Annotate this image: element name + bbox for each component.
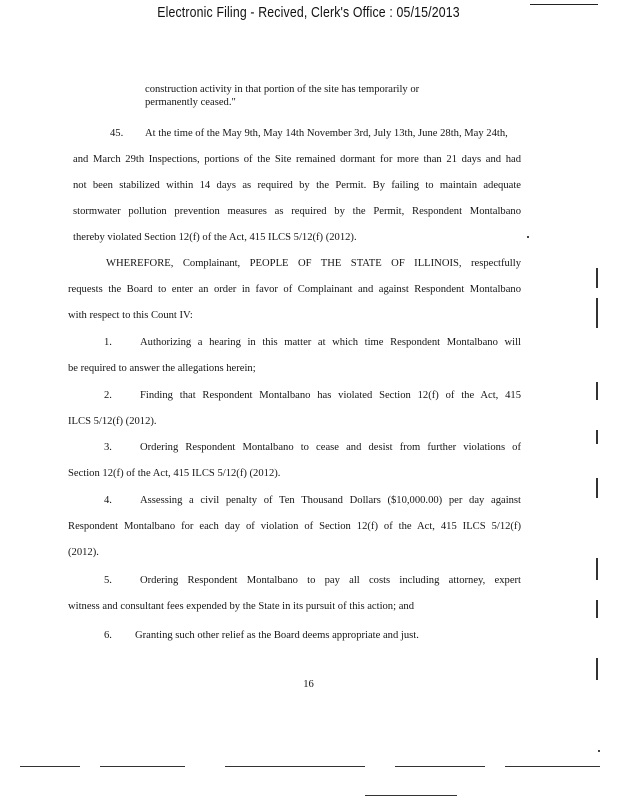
item-number: 1. bbox=[104, 337, 112, 348]
body-line: construction activity in that portion of the site has temporarily or bbox=[145, 84, 420, 95]
electronic-filing-header: Electronic Filing - Recived, Clerk's Office : 05/15/2013 bbox=[157, 4, 460, 21]
scan-mark bbox=[596, 558, 598, 580]
body-line: with respect to this Count IV: bbox=[68, 310, 193, 321]
scan-rule bbox=[100, 766, 185, 767]
body-line: Ordering Respondent Montalbano to pay all costs including attorney, expert bbox=[140, 575, 521, 586]
body-line: Respondent Montalbano for each day of violation of Section 12(f) of the Act, 415 ILCS 5/12(f) bbox=[68, 521, 521, 532]
body-line: not been stabilized within 14 days as required by the Permit. By failing to maintain adequate bbox=[73, 180, 521, 191]
body-line: Section 12(f) of the Act, 415 ILCS 5/12(f) (2012). bbox=[68, 468, 281, 479]
scan-mark bbox=[596, 382, 598, 400]
body-line: be required to answer the allegations herein; bbox=[68, 363, 256, 374]
scan-rule bbox=[225, 766, 365, 767]
body-line: Finding that Respondent Montalbano has violated Section 12(f) of the Act, 415 bbox=[140, 390, 521, 401]
header-rule bbox=[530, 4, 598, 5]
item-number: 5. bbox=[104, 575, 112, 586]
scan-dot bbox=[527, 236, 529, 238]
body-line: witness and consultant fees expended by the State in its pursuit of this action; and bbox=[68, 601, 414, 612]
scan-mark bbox=[596, 658, 598, 680]
wherefore-line: WHEREFORE, Complainant, PEOPLE OF THE STATE OF ILLINOIS, respectfully bbox=[106, 258, 521, 269]
scan-rule bbox=[20, 766, 80, 767]
page-number: 16 bbox=[303, 679, 314, 690]
body-line: Assessing a civil penalty of Ten Thousand Dollars ($10,000.00) per day against bbox=[140, 495, 521, 506]
scan-rule bbox=[505, 766, 600, 767]
body-line: requests the Board to enter an order in favor of Complainant and against Respondent Montalbano bbox=[68, 284, 521, 295]
scan-rule bbox=[395, 766, 485, 767]
scan-mark bbox=[596, 268, 598, 288]
item-number: 4. bbox=[104, 495, 112, 506]
scan-mark bbox=[596, 600, 598, 618]
body-line: permanently ceased." bbox=[145, 97, 236, 108]
body-line: Authorizing a hearing in this matter at which time Respondent Montalbano will bbox=[140, 337, 521, 348]
body-line: stormwater pollution prevention measures as required by the Permit, Respondent Montalbano bbox=[73, 206, 521, 217]
paragraph-number: 45. bbox=[110, 128, 124, 139]
scan-mark bbox=[596, 430, 598, 444]
scan-mark bbox=[596, 478, 598, 498]
scan-dot bbox=[598, 750, 600, 752]
body-line: Granting such other relief as the Board deems appropriate and just. bbox=[135, 630, 419, 641]
scan-rule bbox=[365, 795, 457, 796]
body-line: thereby violated Section 12(f) of the Act, 415 ILCS 5/12(f) (2012). bbox=[73, 232, 357, 243]
body-line: and March 29th Inspections, portions of the Site remained dormant for more than 21 days and had bbox=[73, 154, 521, 165]
body-line: At the time of the May 9th, May 14th November 3rd, July 13th, June 28th, May 24th, bbox=[145, 128, 508, 139]
scan-mark bbox=[596, 298, 598, 328]
body-line: (2012). bbox=[68, 547, 99, 558]
body-line: Ordering Respondent Montalbano to cease and desist from further violations of bbox=[140, 442, 521, 453]
item-number: 2. bbox=[104, 390, 112, 401]
body-line: ILCS 5/12(f) (2012). bbox=[68, 416, 157, 427]
item-number: 6. bbox=[104, 630, 112, 641]
item-number: 3. bbox=[104, 442, 112, 453]
